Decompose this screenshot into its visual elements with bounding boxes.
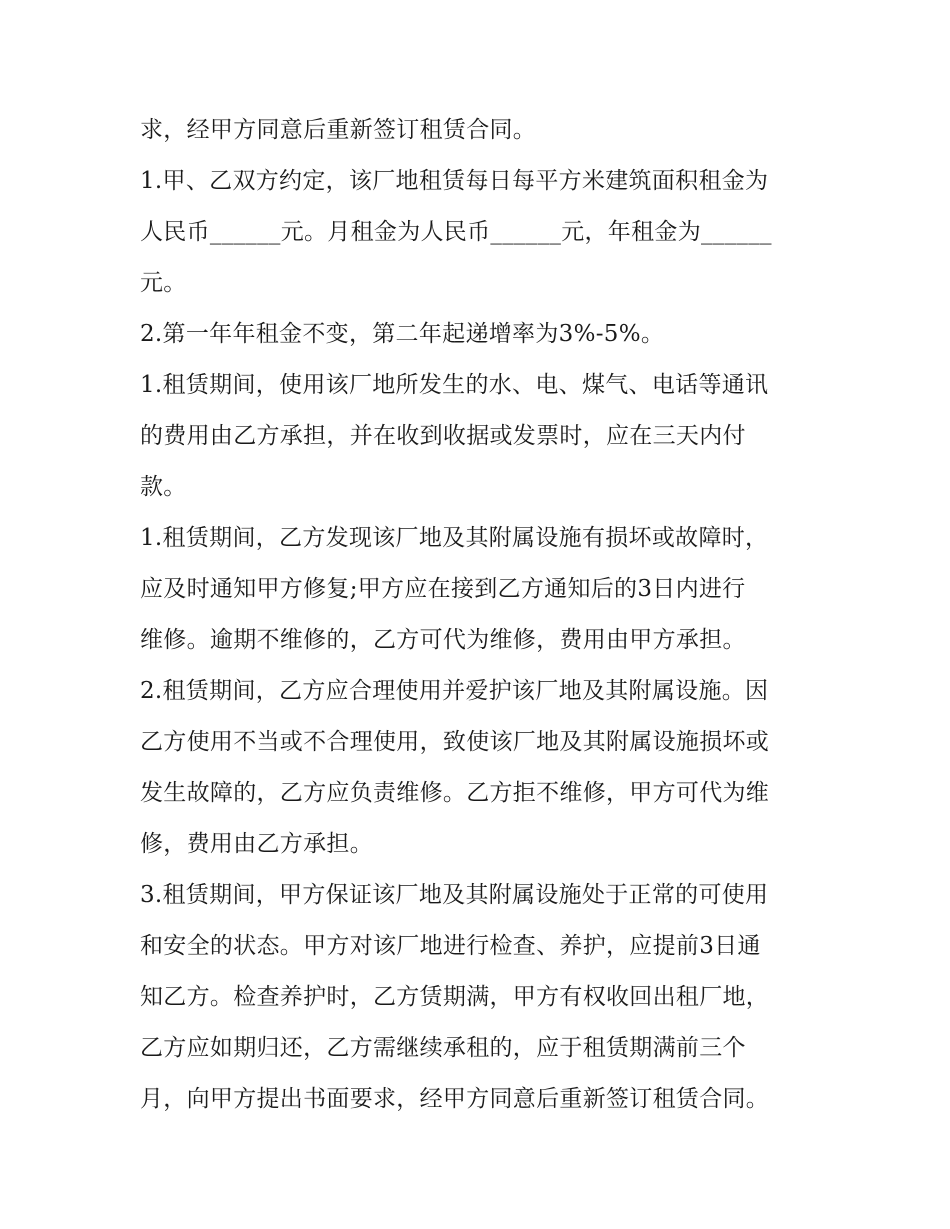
text-line: 乙方应如期归还，乙方需继续承租的，应于租赁期满前三个 [140, 1035, 746, 1061]
text-line: 2.第一年年租金不变，第二年起递增率为3%-5%。 [140, 321, 665, 347]
text-line: 1.租赁期间，使用该厂地所发生的水、电、煤气、电话等通讯 [140, 372, 769, 398]
text-line: 求，经甲方同意后重新签订租赁合同。 [140, 117, 537, 143]
text-line: 应及时通知甲方修复;甲方应在接到乙方通知后的3日内进行 [140, 576, 746, 602]
text-line: 1.甲、乙双方约定，该厂地租赁每日每平方米建筑面积租金为 [140, 168, 769, 194]
document-body [140, 105, 820, 1125]
text-line: 3.租赁期间，甲方保证该厂地及其附属设施处于正常的可使用 [140, 882, 769, 908]
text-line: 乙方使用不当或不合理使用，致使该厂地及其附属设施损坏或 [140, 729, 770, 755]
text-line: 元。 [140, 270, 187, 296]
text-line: 维修。逾期不维修的，乙方可代为维修，费用由甲方承担。 [140, 627, 746, 653]
text-line: 和安全的状态。甲方对该厂地进行检查、养护，应提前3日通 [140, 933, 761, 959]
text-line: 2.租赁期间，乙方应合理使用并爱护该厂地及其附属设施。因 [140, 678, 769, 704]
text-line: 月，向甲方提出书面要求，经甲方同意后重新签订租赁合同。 [140, 1086, 770, 1112]
text-line: 发生故障的，乙方应负责维修。乙方拒不维修，甲方可代为维 [140, 780, 770, 806]
text-line: 1.租赁期间，乙方发现该厂地及其附属设施有损坏或故障时， [140, 525, 769, 551]
text-line: 的费用由乙方承担，并在收到收据或发票时，应在三天内付 [140, 423, 746, 449]
text-line: 知乙方。检查养护时，乙方赁期满，甲方有权收回出租厂地， [140, 984, 770, 1010]
text-line: 款。 [140, 474, 187, 500]
text-line: 人民币______元。月租金为人民币______元，年租金为______ [140, 219, 772, 245]
text-line: 修，费用由乙方承担。 [140, 831, 373, 857]
